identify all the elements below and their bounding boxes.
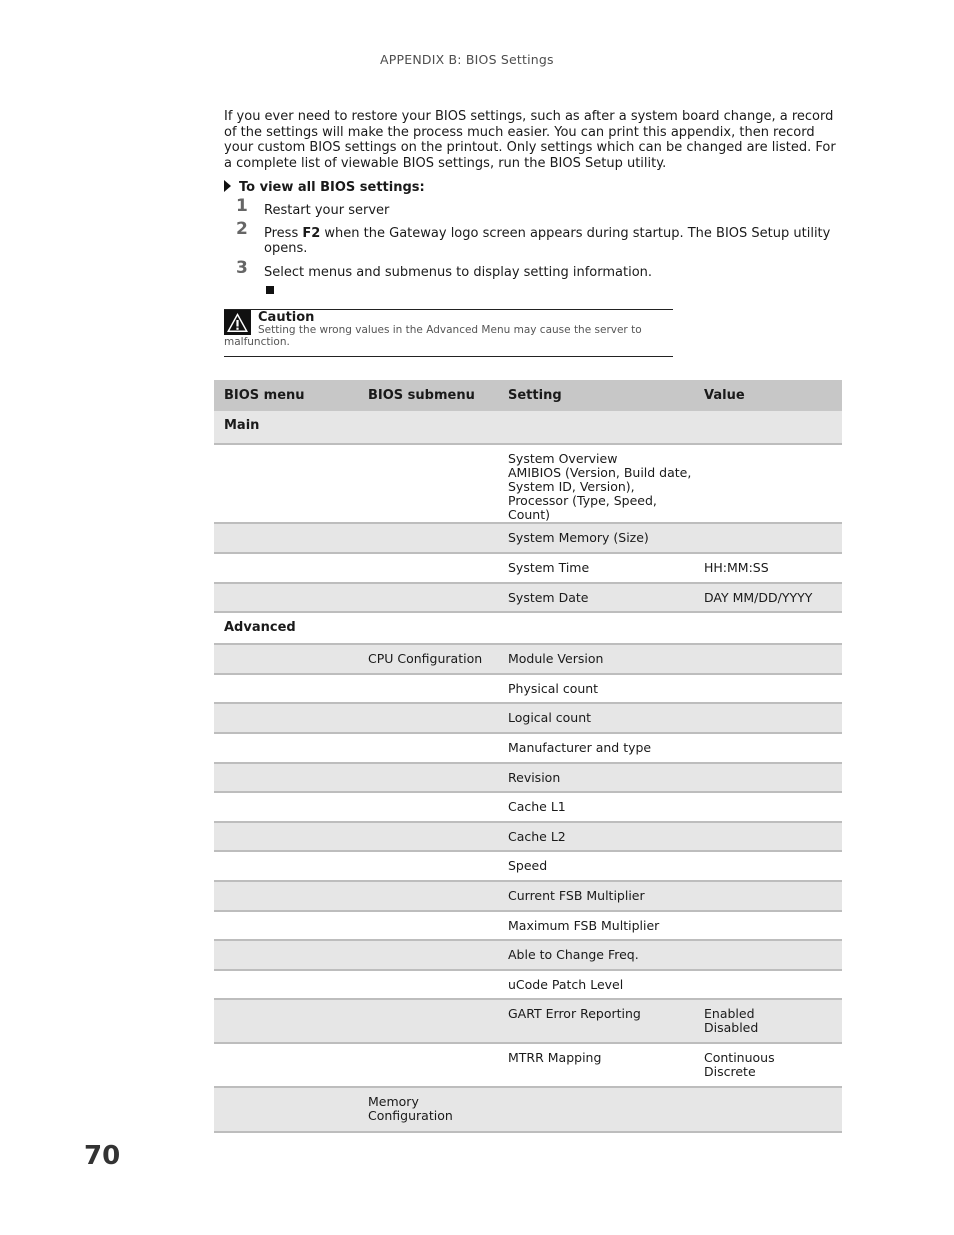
table-cell: Revision [498,763,694,792]
column-header: BIOS menu [214,380,358,411]
table-cell: Manufacturer and type [508,740,652,755]
table-cell: Current FSB Multiplier [498,881,694,911]
table-cell: HH:MM:SS [704,560,769,575]
table-cell [214,674,358,703]
table-cell: Logical count [498,703,694,733]
table-cell [358,792,498,822]
page-header: APPENDIX B: BIOS Settings [380,52,554,67]
table-row [214,999,842,1043]
table-row [214,523,842,553]
table-cell [214,822,358,851]
bios-settings-table [214,380,842,1133]
table-cell [694,763,842,792]
table-cell [498,411,694,444]
table-cell: System Overview AMIBIOS (Version, Build date, System ID, Version), Processor (Type, Speed, Count) [508,451,692,522]
table-cell: Continuous Discrete [704,1050,775,1079]
caution-text: Setting the wrong values in the Advanced Menu may cause the server to malfunction. [224,324,642,348]
table-cell: System Time [508,560,590,575]
table-cell [694,792,842,822]
table-cell [214,444,358,523]
table-cell [358,612,498,644]
procedure-title-text: To view all BIOS settings: [239,180,425,195]
table-cell [694,612,842,644]
table-cell [358,703,498,733]
table-row [214,881,842,911]
procedure-title [224,180,425,195]
table-cell: GART Error Reporting [498,999,694,1043]
table-row [214,674,842,703]
caution-title: Caution [258,310,315,325]
table-row [214,970,842,999]
table-cell: Memory Configuration [358,1087,498,1132]
table-cell [694,822,842,851]
table-cell [694,703,842,733]
table-cell [694,970,842,999]
table-cell: Maximum FSB Multiplier [508,918,660,933]
intro-paragraph: If you ever need to restore your BIOS settings, such as after a system board change, a record of the settings will make the process much easier. You can print this appendix, then record your custom BIOS settings on the printout. Only settings which can be changed are listed. For a complete list of viewable BIOS settings, run the BIOS Setup utility. [224,109,836,171]
table-cell [358,911,498,940]
table-body [214,411,842,1132]
table-cell: uCode Patch Level [508,977,624,992]
table-cell: System Memory (Size) [498,523,694,553]
table-cell [694,940,842,970]
table-row [214,444,842,523]
table-row [214,1043,842,1087]
table-cell [358,583,498,612]
table-cell: Advanced [224,620,296,635]
table-cell: CPU Configuration [358,644,498,674]
table-cell [694,444,842,523]
table-cell: Module Version [498,644,694,674]
page-number: 70 [84,1141,121,1171]
table-cell [358,411,498,444]
table-cell: Main [214,411,358,444]
table-cell [358,523,498,553]
table-row [214,851,842,881]
table-cell: Enabled Disabled [694,999,842,1043]
table-cell [214,733,358,763]
table-row [214,940,842,970]
table-cell [214,523,358,553]
table-cell [214,911,358,940]
step-text: Select menus and submenus to display setting information. [264,265,653,280]
table-cell [358,851,498,881]
table-cell [358,999,498,1043]
table-cell [214,763,358,792]
end-square-icon [266,286,274,294]
table-row [214,763,842,792]
table-cell: MTRR Mapping [508,1050,602,1065]
table-cell [214,1087,358,1132]
table-cell [694,881,842,911]
table-cell [694,644,842,674]
table-cell [498,1087,694,1132]
table-cell [694,674,842,703]
table-header-row [214,380,842,411]
table-cell: DAY MM/DD/YYYY [694,583,842,612]
table-cell [358,881,498,911]
table-cell [694,911,842,940]
section-row [214,612,842,644]
table-cell [214,703,358,733]
table-cell [358,733,498,763]
table-cell [358,940,498,970]
key-f2: F2 [302,226,321,241]
table-cell [358,444,498,523]
caution-box [224,309,673,357]
table-cell: Cache L1 [508,799,566,814]
table-row [214,733,842,763]
table-cell [358,763,498,792]
table-cell [694,523,842,553]
table-cell: Cache L2 [498,822,694,851]
table-row [214,1087,842,1132]
table-row [214,644,842,674]
table-cell [214,851,358,881]
column-header: BIOS submenu [358,380,498,411]
table-row [214,911,842,940]
table-cell [214,1043,358,1087]
step-text: Press F2 when the Gateway logo screen appears during startup. The BIOS Setup utility opens. [264,226,831,256]
table-cell [214,881,358,911]
table-cell [694,733,842,763]
section-row [214,411,842,444]
table-cell [358,822,498,851]
table-cell: System Date [498,583,694,612]
table-cell [358,1043,498,1087]
table-cell [214,583,358,612]
table-row [214,583,842,612]
table-cell [694,1087,842,1132]
column-header: Setting [498,380,694,411]
step-number: 1 [236,196,248,216]
table-cell [214,644,358,674]
table-row [214,792,842,822]
table-cell [214,553,358,583]
step-number: 3 [236,258,248,278]
table-cell: Able to Change Freq. [498,940,694,970]
table-cell: Speed [508,858,548,873]
table-cell [358,970,498,999]
step-text: Restart your server [264,203,390,218]
table-cell: Physical count [508,681,599,696]
column-header: Value [694,380,842,411]
table-cell [214,940,358,970]
table-cell [214,970,358,999]
table-row [214,553,842,583]
table-row [214,822,842,851]
arrow-right-icon [224,180,231,192]
table-cell [694,411,842,444]
table-cell [214,792,358,822]
step-number: 2 [236,219,248,239]
table-cell [214,999,358,1043]
table-cell [358,553,498,583]
table-row [214,703,842,733]
table-cell [498,612,694,644]
table-cell [358,674,498,703]
table-cell [694,851,842,881]
